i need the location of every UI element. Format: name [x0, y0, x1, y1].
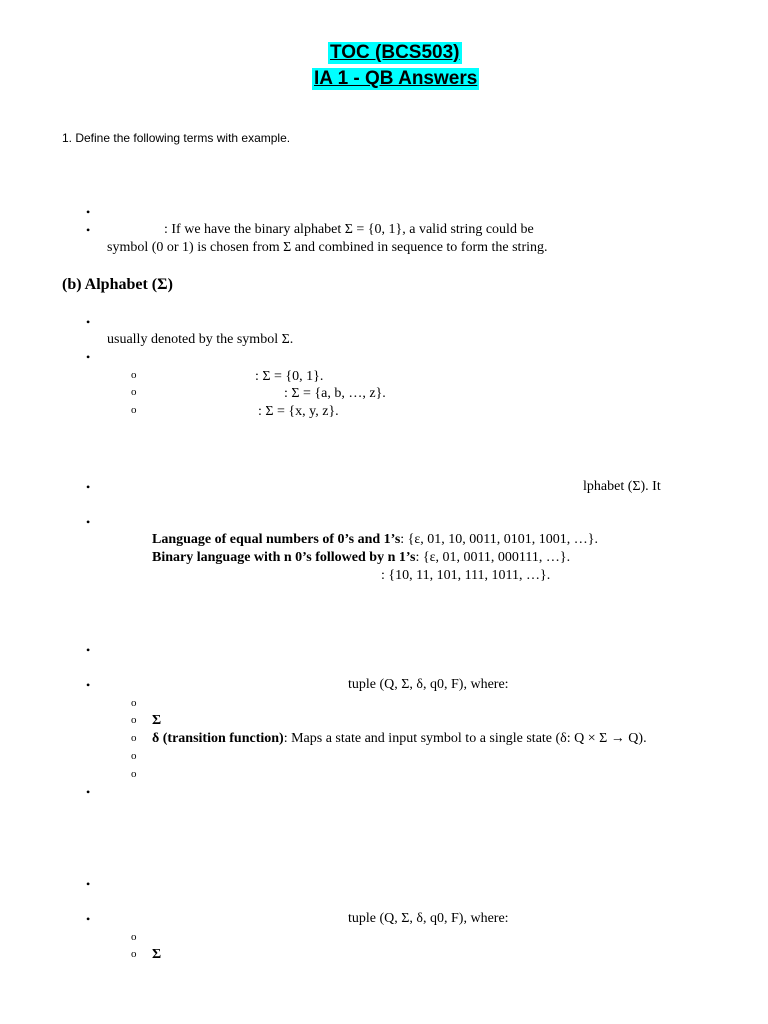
bullet-point: • [86, 912, 91, 926]
bullet-point: • [86, 643, 91, 657]
dfa-delta-label: δ (transition function) [152, 731, 284, 746]
bullet-point: • [86, 350, 91, 364]
sub-bullet: o [131, 750, 137, 762]
alphabet-heading: (b) Alphabet (Σ) [62, 276, 173, 293]
bullet-point: • [86, 315, 91, 329]
bullet-point: • [86, 515, 91, 529]
bullet-point: • [86, 480, 91, 494]
sub-bullet: o [131, 386, 137, 398]
dfa-tuple: tuple (Q, Σ, δ, q0, F), where: [348, 677, 509, 692]
sub-bullet: o [131, 931, 137, 943]
nfa-tuple: tuple (Q, Σ, δ, q0, F), where: [348, 911, 509, 926]
alphabet-note: usually denoted by the symbol Σ. [107, 332, 294, 347]
language-example-label: Language of equal numbers of 0’s and 1’s [152, 532, 401, 547]
sub-bullet: o [131, 948, 137, 960]
language-fragment: lphabet (Σ). It [583, 479, 661, 494]
string-example-line2: symbol (0 or 1) is chosen from Σ and combined in sequence to form the string. [107, 240, 548, 255]
language-example-value: : {ε, 01, 10, 0011, 0101, 1001, …}. [400, 532, 598, 547]
language-example-value: : {10, 11, 101, 111, 1011, …}. [381, 568, 551, 583]
language-example-label: Binary language with n 0’s followed by n 1’s [152, 550, 416, 565]
alphabet-example: : Σ = {x, y, z}. [258, 404, 339, 419]
nfa-sigma: Σ [152, 947, 162, 962]
dfa-delta [152, 730, 647, 747]
sub-bullet: o [131, 714, 137, 726]
sub-bullet: o [131, 404, 137, 416]
sub-bullet: o [131, 768, 137, 780]
sub-bullet: o [131, 697, 137, 709]
alphabet-example: : Σ = {0, 1}. [255, 369, 324, 384]
bullet-point: • [86, 678, 91, 692]
language-example-value: : {ε, 01, 0011, 000111, …}. [415, 550, 571, 565]
question-text: 1. Define the following terms with example. [62, 131, 291, 145]
bullet-point: • [86, 205, 91, 219]
language-example [152, 549, 570, 566]
alphabet-example: : Σ = {a, b, …, z}. [284, 386, 386, 401]
doc-title-line1: TOC (BCS503) [330, 42, 460, 63]
bullet-point: • [86, 877, 91, 891]
sub-bullet: o [131, 369, 137, 381]
doc-title-line2: IA 1 - QB Answers [314, 68, 478, 89]
dfa-sigma: Σ [152, 713, 162, 728]
sub-bullet: o [131, 732, 137, 744]
bullet-point: • [86, 785, 91, 799]
language-example [152, 531, 598, 548]
dfa-delta-text: : Maps a state and input symbol to a single state (δ: Q × Σ → Q). [283, 731, 647, 746]
string-example-line1: : If we have the binary alphabet Σ = {0, 1}, a valid string could be [164, 222, 534, 237]
bullet-point: • [86, 223, 91, 237]
